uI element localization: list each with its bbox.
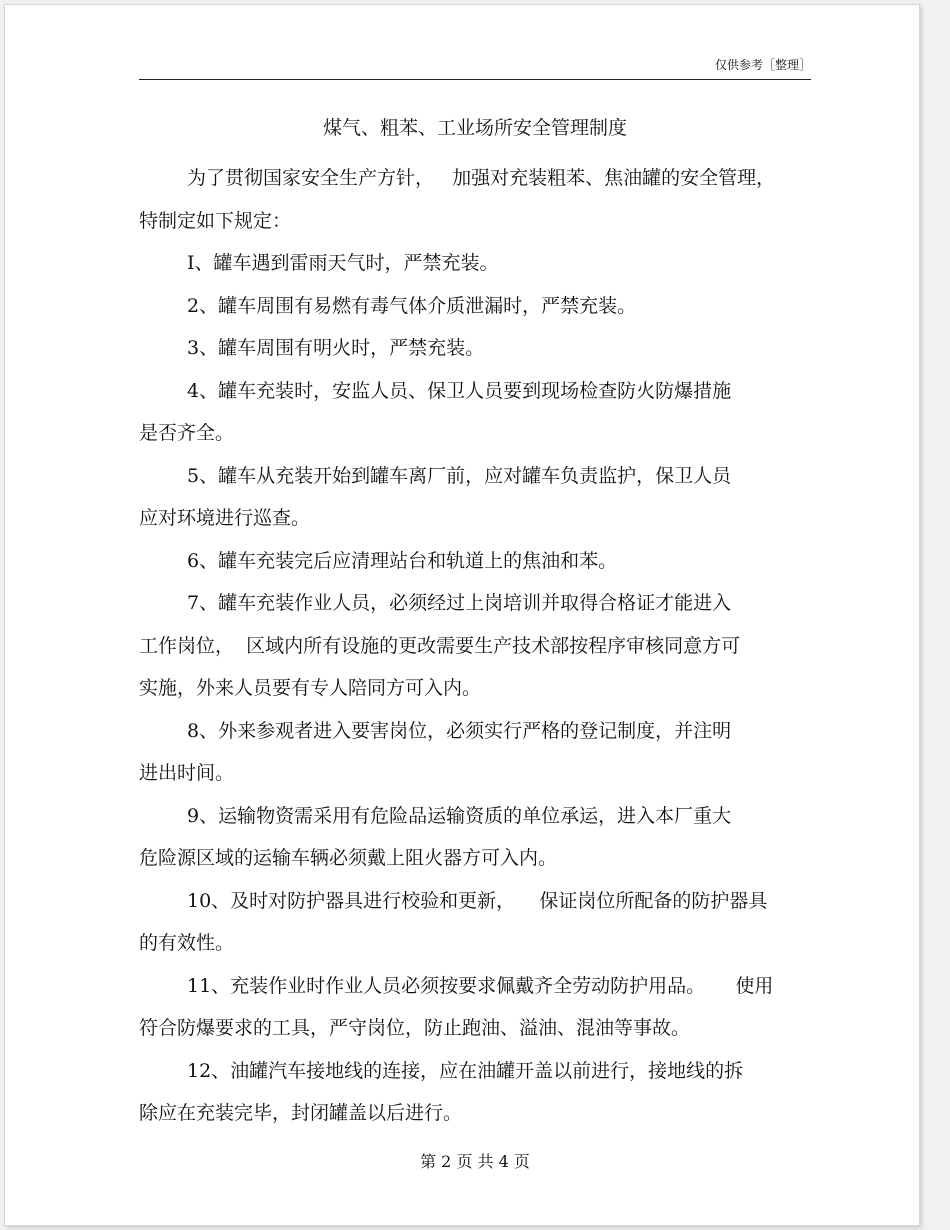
paragraph-rule-9 (139, 795, 811, 880)
page-number: 第 2 页 共 4 页 (420, 1152, 530, 1171)
page-header (139, 55, 811, 80)
paragraph-rule-11 (139, 965, 811, 1050)
text-line: 3、罐车周围有明火时，严禁充装。 (187, 337, 485, 359)
text-line: 的有效性。 (139, 932, 235, 954)
text-line: 特制定如下规定： (139, 209, 292, 232)
document-page (4, 4, 920, 1226)
text-line: 7、罐车充装作业人员，必须经过上岗培训并取得合格证才能进入 (187, 592, 732, 614)
paragraph-rule-5 (139, 455, 811, 540)
text-line: 4、罐车充装时，安监人员、保卫人员要到现场检查防火防爆措施 (187, 379, 732, 402)
paragraph-rule-8 (139, 710, 811, 795)
document-body (139, 157, 811, 1135)
text-line: 6、罐车充装完后应清理站台和轨道上的焦油和苯。 (187, 549, 618, 572)
text-line: 进出时间。 (139, 762, 235, 784)
text-line: I、罐车遇到雷雨天气时，严禁充装。 (187, 252, 499, 274)
text-line: 工作岗位， 区域内所有设施的更改需要生产技术部按程序审核同意方可 (139, 634, 741, 657)
paragraph-intro (139, 157, 811, 242)
paragraph-rule-12 (139, 1050, 811, 1135)
text-line: 5、罐车从充装开始到罐车离厂前，应对罐车负责监护，保卫人员 (187, 464, 732, 487)
text-line: 12、油罐汽车接地线的连接，应在油罐开盖以前进行，接地线的拆 (187, 1059, 744, 1082)
paragraph-rule-2 (139, 285, 811, 328)
paragraph-rule-1 (139, 242, 811, 285)
document-title: 煤气、粗苯、工业场所安全管理制度 (322, 117, 627, 139)
text-line: 除应在充装完毕，封闭罐盖以后进行。 (139, 1102, 463, 1124)
text-line: 危险源区域的运输车辆必须戴上阻火器方可入内。 (139, 847, 558, 869)
text-line: 9、运输物资需采用有危险品运输资质的单位承运，进入本厂重大 (187, 804, 732, 827)
header-note: 仅供参考［整理］ (714, 58, 811, 72)
text-line: 8、外来参观者进入要害岗位，必须实行严格的登记制度，并注明 (187, 719, 732, 742)
text-line: 11、充装作业时作业人员必须按要求佩戴齐全劳动防护用品。 使用 (187, 974, 774, 997)
text-line: 2、罐车周围有易燃有毒气体介质泄漏时，严禁充装。 (187, 294, 637, 317)
paragraph-rule-6 (139, 540, 811, 583)
paragraph-rule-4 (139, 370, 811, 455)
text-line: 为了贯彻国家安全生产方针， 加强对充装粗苯、焦油罐的安全管理， (187, 167, 776, 189)
text-line: 是否齐全。 (139, 422, 235, 444)
paragraph-rule-3 (139, 327, 811, 370)
paragraph-rule-10 (139, 880, 811, 965)
text-line: 实施，外来人员要有专人陪同方可入内。 (139, 677, 482, 699)
text-line: 应对环境进行巡查。 (139, 507, 311, 529)
page-footer (139, 1149, 811, 1175)
text-line: 10、及时对防护器具进行校验和更新， 保证岗位所配备的防护器具 (187, 889, 768, 912)
text-line: 符合防爆要求的工具，严守岗位，防止跑油、溢油、混油等事故。 (139, 1017, 691, 1039)
paragraph-rule-7 (139, 582, 811, 710)
